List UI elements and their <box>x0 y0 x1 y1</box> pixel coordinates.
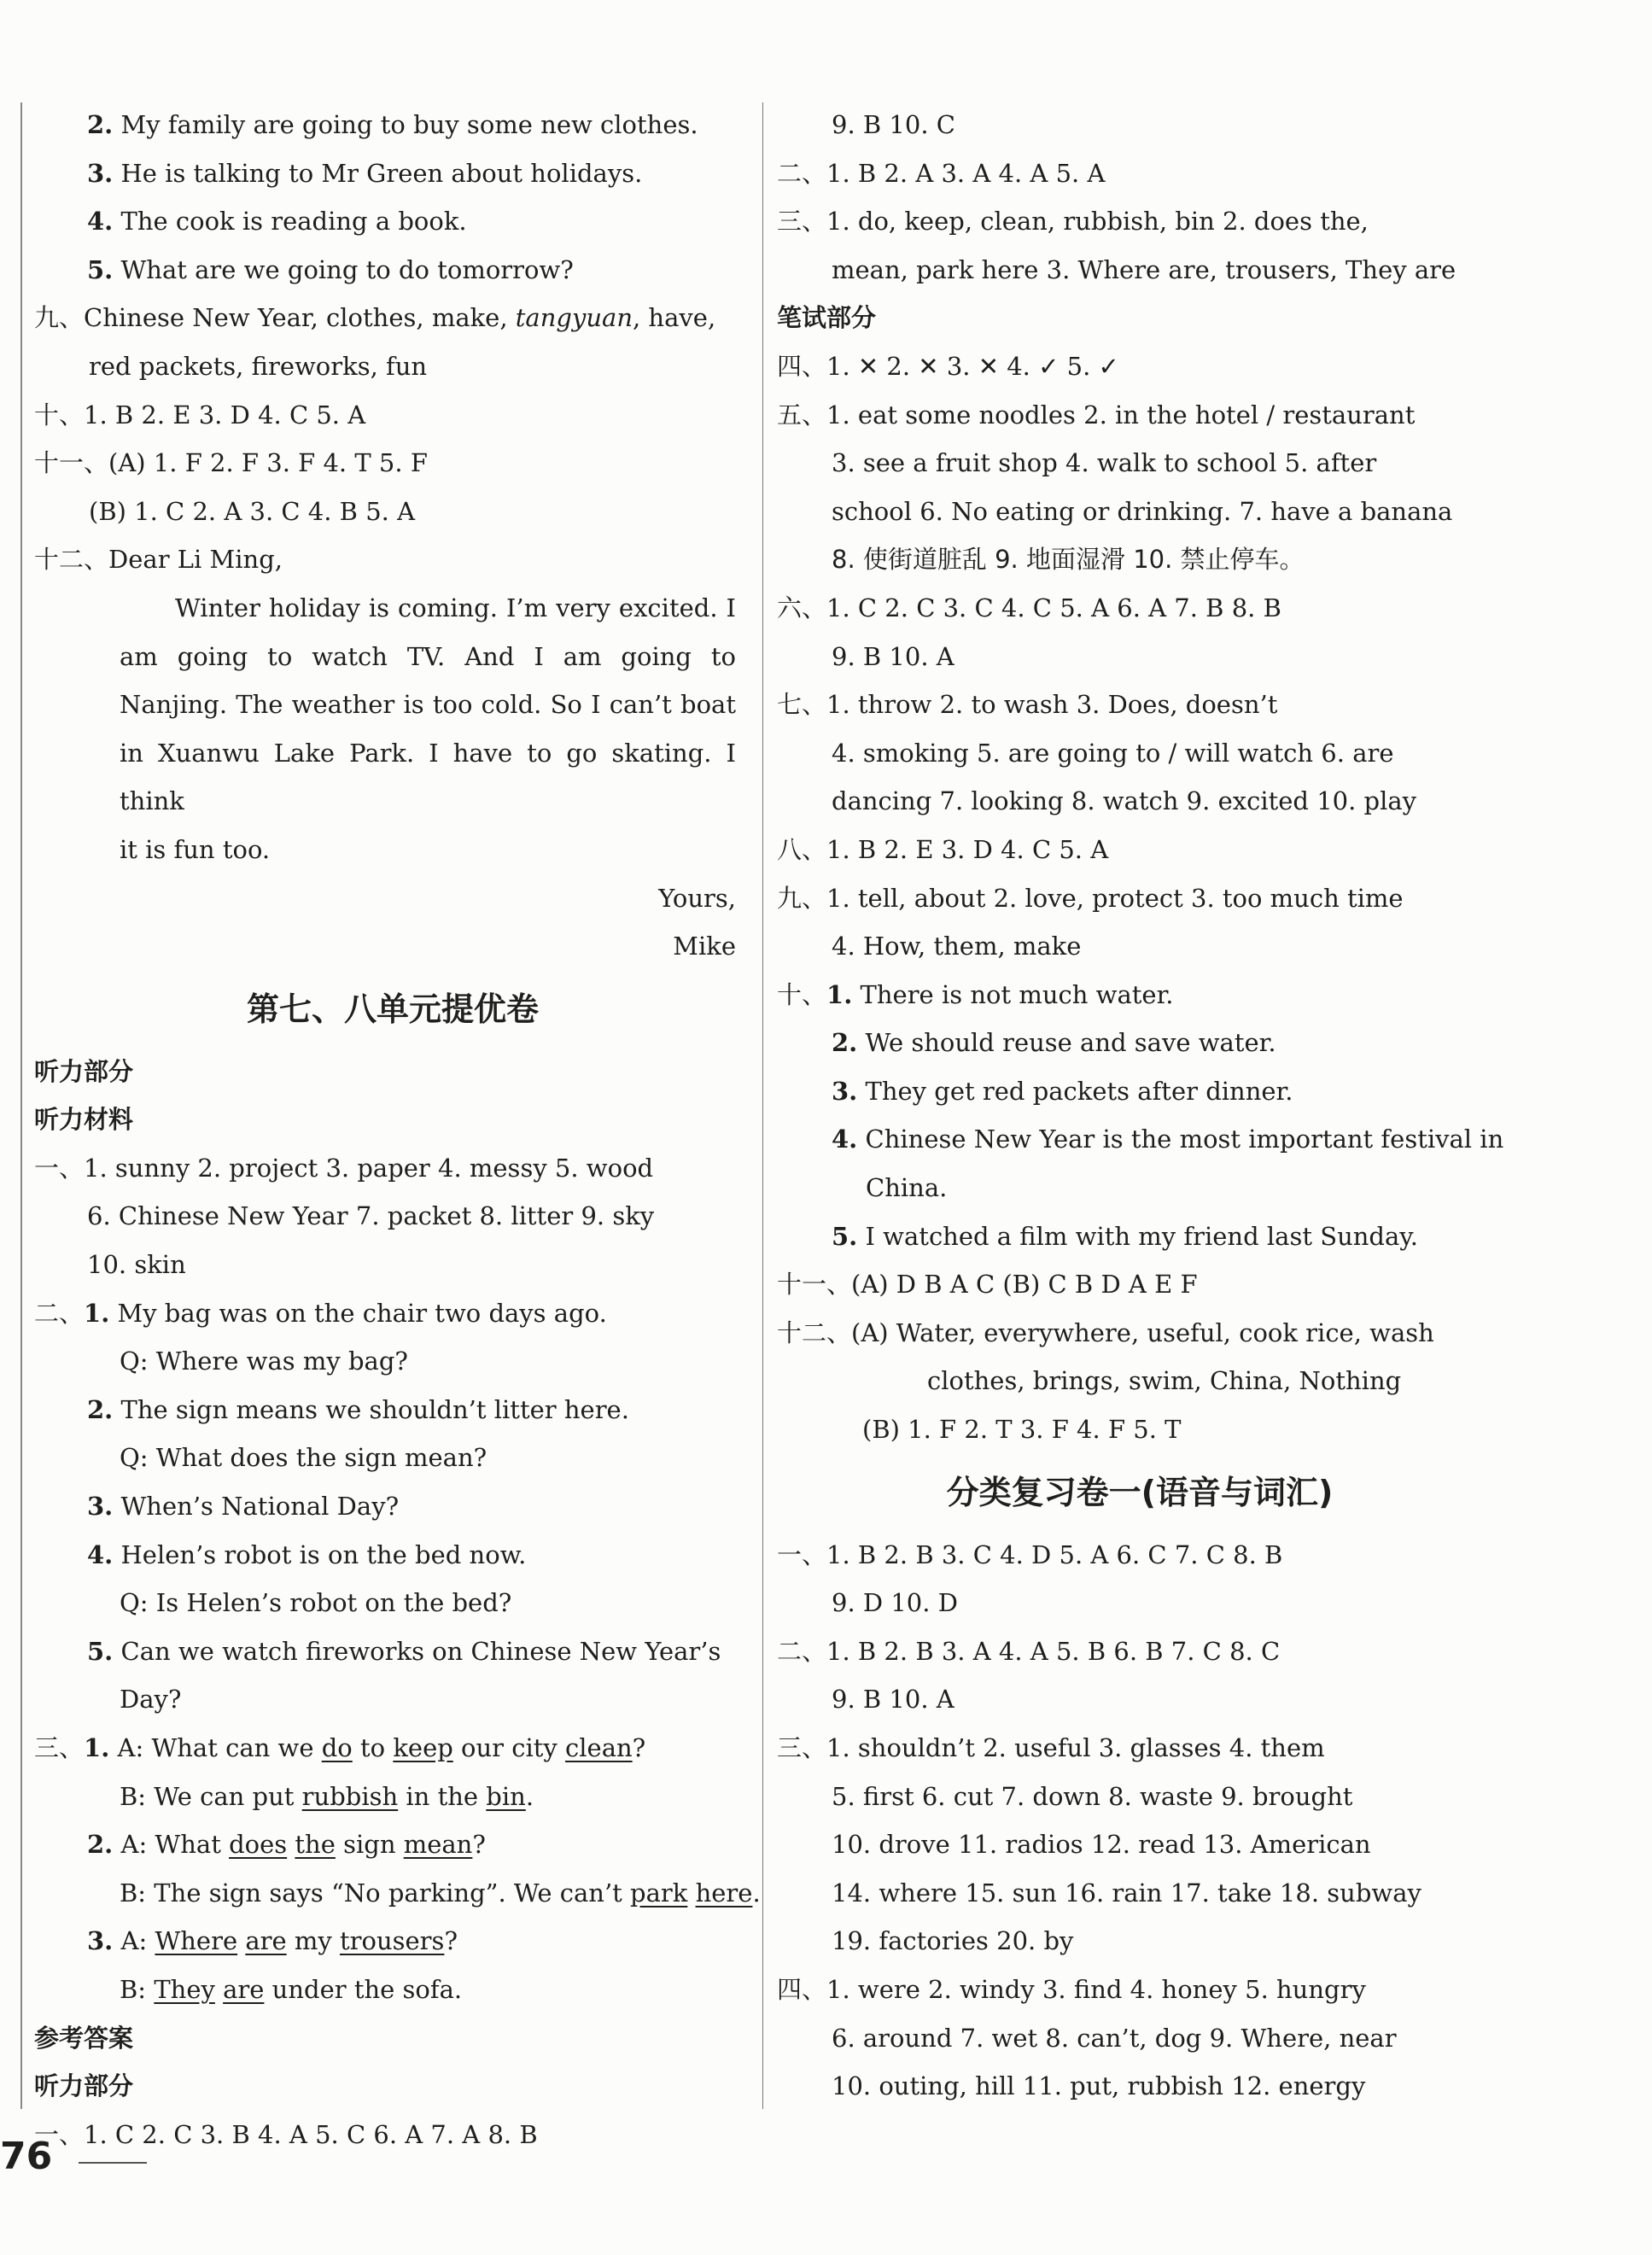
section-twelve: 十二、(A) Water, everywhere, useful, cook rice, wash <box>777 1317 1434 1347</box>
section-heading: 笔试部分 <box>777 303 877 333</box>
section-three: 三、1. A: What can we do to keep our city clean? <box>34 1733 646 1762</box>
answer-line: 2. The sign means we shouldn’t litter here. <box>87 1394 629 1424</box>
dialogue-line: B: The sign says “No parking”. We can’t park here. <box>120 1878 761 1907</box>
answer-line: 4. Chinese New Year is the most important festival in <box>832 1125 1504 1154</box>
letter-line: Winter holiday is coming. I’m very excited. I <box>175 593 736 622</box>
letter-line: in Xuanwu Lake Park. I have to go skating. I think <box>120 738 736 816</box>
page-number-rule <box>79 2162 147 2164</box>
section-five: 五、1. eat some noodles 2. in the hotel / restaurant <box>777 400 1416 429</box>
binding-edge-line <box>20 102 22 2109</box>
section-twelve: 十二、Dear Li Ming, <box>34 545 283 575</box>
answer-line: 10. skin <box>87 1250 186 1280</box>
answer-line: 4. smoking 5. are going to / will watch 6. are <box>832 738 1394 768</box>
section-three: 三、1. do, keep, clean, rubbish, bin 2. does the, <box>777 207 1369 237</box>
letter-closing: Yours, <box>658 883 736 913</box>
answer-line: 2. We should reuse and save water. <box>832 1028 1276 1058</box>
answer-line: 19. factories 20. by <box>832 1926 1074 1956</box>
dialogue-line: B: They are under the sofa. <box>120 1974 463 2004</box>
answer-line: red packets, fireworks, fun <box>89 351 428 381</box>
section-eight: 八、1. B 2. E 3. D 4. C 5. A <box>777 834 1109 864</box>
section-three: 三、1. shouldn’t 2. useful 3. glasses 4. them <box>777 1733 1325 1762</box>
section-four: 四、1. were 2. windy 3. find 4. honey 5. hungry <box>777 1974 1366 2004</box>
answer-line: 10. outing, hill 11. put, rubbish 12. energy <box>832 2071 1366 2101</box>
letter-signature: Mike <box>673 932 736 961</box>
section-eleven: 十一、(A) D B A C (B) C B D A E F <box>777 1270 1198 1300</box>
section-two: 二、1. B 2. B 3. A 4. A 5. B 6. B 7. C 8. C <box>777 1636 1281 1666</box>
section-nine: 九、Chinese New Year, clothes, make, tangyuan, have, <box>34 303 716 333</box>
answer-line: dancing 7. looking 8. watch 9. excited 10. play <box>832 786 1417 816</box>
answer-line: 5. first 6. cut 7. down 8. waste 9. brought <box>832 1781 1353 1811</box>
answer-line: 3. He is talking to Mr Green about holidays. <box>87 158 643 188</box>
right-column <box>777 101 1503 2111</box>
left-column <box>34 101 761 2159</box>
section-heading: 听力部分 <box>34 1056 134 1086</box>
unit-title: 第七、八单元提优卷 <box>246 990 539 1028</box>
answer-line: 5. What are we going to do tomorrow? <box>87 254 574 284</box>
dialogue-line: 3. A: Where are my trousers? <box>87 1926 458 1956</box>
section-nine: 九、1. tell, about 2. love, protect 3. too much time <box>777 883 1404 913</box>
answer-line: 3. When’s National Day? <box>87 1492 400 1522</box>
answer-line: China. <box>866 1173 948 1203</box>
column-divider <box>762 102 763 2109</box>
answer-line: 3. They get red packets after dinner. <box>832 1076 1293 1106</box>
section-eleven: 十一、(A) 1. F 2. F 3. F 4. T 5. F <box>34 448 428 478</box>
answer-line: mean, park here 3. Where are, trousers, They are <box>832 254 1456 284</box>
answer-line: 4. The cook is reading a book. <box>87 207 467 237</box>
answer-line: 14. where 15. sun 16. rain 17. take 18. subway <box>832 1878 1421 1907</box>
section-four: 四、1. ✕ 2. ✕ 3. ✕ 4. ✓ 5. ✓ <box>777 351 1119 381</box>
answer-line: 3. see a fruit shop 4. walk to school 5. after <box>832 448 1377 478</box>
section-ten: 十、1. B 2. E 3. D 4. C 5. A <box>34 400 366 429</box>
answer-line: 2. My family are going to buy some new clothes. <box>87 110 698 139</box>
section-seven: 七、1. throw 2. to wash 3. Does, doesn’t <box>777 690 1278 720</box>
answer-line: Day? <box>120 1685 182 1715</box>
section-two: 二、1. My bag was on the chair two days ago. <box>34 1298 607 1328</box>
answer-line: 8. 使街道脏乱 9. 地面湿滑 10. 禁止停车。 <box>832 545 1305 575</box>
answer-line: 5. Can we watch fireworks on Chinese New Year’s <box>87 1636 721 1666</box>
answer-line: (B) 1. F 2. T 3. F 4. F 5. T <box>862 1415 1182 1445</box>
section-heading: 听力部分 <box>34 2071 134 2101</box>
dialogue-line: B: We can put rubbish in the bin. <box>120 1781 534 1811</box>
section-two: 二、1. B 2. A 3. A 4. A 5. A <box>777 158 1106 188</box>
letter-line: Nanjing. The weather is too cold. So I can’t boat <box>120 690 736 720</box>
answer-line: 6. around 7. wet 8. can’t, dog 9. Where, near <box>832 2023 1397 2053</box>
answer-line: 9. D 10. D <box>832 1588 958 1618</box>
answer-line: (B) 1. C 2. A 3. C 4. B 5. A <box>89 496 416 526</box>
section-one-answers: 一、1. C 2. C 3. B 4. A 5. C 6. A 7. A 8. B <box>34 2119 538 2149</box>
answer-line: school 6. No eating or drinking. 7. have a banana <box>832 496 1453 526</box>
letter-line: it is fun too. <box>120 834 271 864</box>
answer-line: 6. Chinese New Year 7. packet 8. litter 9. sky <box>87 1201 655 1231</box>
answer-line: 4. Helen’s robot is on the bed now. <box>87 1539 527 1569</box>
answer-line: 10. drove 11. radios 12. read 13. American <box>832 1830 1371 1860</box>
section-one: 一、1. sunny 2. project 3. paper 4. messy 5. wood <box>34 1153 654 1183</box>
section-heading: 参考答案 <box>34 2023 134 2053</box>
question-line: Q: What does the sign mean? <box>120 1443 487 1473</box>
section-ten: 十、1. There is not much water. <box>777 979 1174 1009</box>
letter-line: am going to watch TV. And I am going to <box>120 641 736 671</box>
dialogue-line: 2. A: What does the sign mean? <box>87 1830 486 1860</box>
answer-line: 9. B 10. A <box>832 1685 954 1715</box>
review-title: 分类复习卷一(语音与词汇) <box>946 1473 1334 1511</box>
section-one: 一、1. B 2. B 3. C 4. D 5. A 6. C 7. C 8. B <box>777 1539 1283 1569</box>
question-line: Q: Where was my bag? <box>120 1347 408 1376</box>
answer-line: 9. B 10. A <box>832 641 954 671</box>
answer-line: clothes, brings, swim, China, Nothing <box>927 1366 1402 1396</box>
section-heading: 听力材料 <box>34 1105 134 1135</box>
answer-line: 5. I watched a film with my friend last Sunday. <box>832 1221 1419 1251</box>
section-six: 六、1. C 2. C 3. C 4. C 5. A 6. A 7. B 8. B <box>777 593 1281 622</box>
page-number: 76 <box>0 2135 53 2178</box>
question-line: Q: Is Helen’s robot on the bed? <box>120 1588 512 1618</box>
answer-line: 9. B 10. C <box>832 110 955 139</box>
answer-line: 4. How, them, make <box>832 932 1082 961</box>
